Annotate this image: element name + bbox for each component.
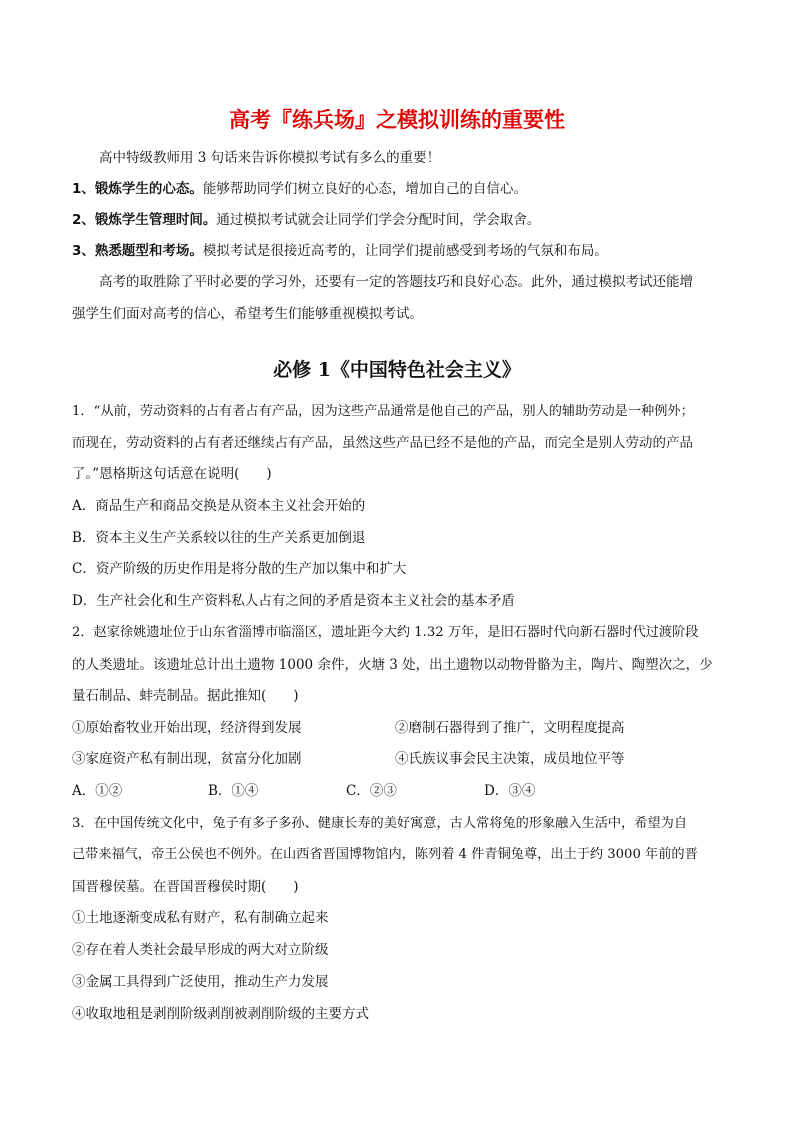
intro-point-1: [72, 177, 732, 197]
q3-stem-line-3: 国晋穆侯墓。在晋国晋穆侯时期( ): [72, 879, 299, 895]
q3-statement-1: ①土地逐渐变成私有财产，私有制确立起来: [72, 910, 329, 926]
q1-option-c: C．资产阶级的历史作用是将分散的生产加以集中和扩大: [72, 561, 407, 577]
q1-stem-line-3: 了。”恩格斯这句话意在说明( ): [72, 466, 272, 482]
intro-closing-line-2: 强学生们面对高考的信心，希望考生们能够重视模拟考试。: [72, 306, 423, 322]
intro-lead: 高中特级教师用 3 句话来告诉你模拟考试有多么的重要！: [99, 150, 441, 166]
page-title: 高考『练兵场』之模拟训练的重要性: [229, 108, 565, 132]
point-text: 能够帮助同学们树立良好的心态，增加自己的自信心。: [202, 181, 527, 197]
q2-statement-4: ④氏族议事会民主决策，成员地位平等: [395, 751, 625, 767]
section-title: 必修 1《中国特色社会主义》: [273, 359, 521, 381]
intro-point-3: [72, 239, 732, 259]
point-text: 模拟考试是很接近高考的，让同学们提前感受到考场的气氛和布局。: [202, 243, 608, 259]
q1-stem-line-2: 而现在，劳动资料的占有者还继续占有产品，虽然这些产品已经不是他的产品，而完全是别人劳动的产品: [72, 435, 693, 451]
q2-choice-a: A．①②: [72, 783, 123, 799]
q1-option-d: D．生产社会化和生产资料私人占有之间的矛盾是资本主义社会的基本矛盾: [72, 593, 515, 609]
q2-choice-d: D．③④: [484, 783, 536, 799]
q2-stem-line-1: 2．赵家徐姚遗址位于山东省淄博市临淄区，遗址距今大约 1.32 万年，是旧石器时代向新石器时代过渡阶段: [72, 625, 699, 640]
point-text: 通过模拟考试就会让同学们学会分配时间，学会取舍。: [216, 212, 541, 228]
q2-stem-line-2: 的人类遗址。该遗址总计出土遗物 1000 余件，火塘 3 处，出土遗物以动物骨骼为主，陶片、陶塑次之，少: [72, 657, 713, 673]
q3-statement-2: ②存在着人类社会最早形成的两大对立阶级: [72, 942, 329, 958]
point-label: 1、锻炼学生的心态。: [72, 181, 203, 197]
q2-choice-b: B．①④: [208, 783, 259, 799]
point-label: 3、熟悉题型和考场。: [72, 243, 203, 259]
q2-stem-line-3: 量石制品、蚌壳制品。据此推知( ): [72, 688, 299, 704]
q2-choice-c: C．②③: [346, 783, 397, 799]
q2-statement-3: ③家庭资产私有制出现，贫富分化加剧: [72, 751, 302, 767]
intro-closing-line-1: 高考的取胜除了平时必要的学习外，还要有一定的答题技巧和良好心态。此外，通过模拟考试还能增: [99, 274, 693, 290]
q1-option-a: A．商品生产和商品交换是从资本主义社会开始的: [72, 498, 366, 514]
q1-stem-line-1: 1．“从前，劳动资料的占有者占有产品，因为这些产品通常是他自己的产品，别人的辅助劳动是一种例外；: [72, 404, 694, 419]
q2-statement-2: ②磨制石器得到了推广，文明程度提高: [395, 720, 625, 736]
intro-point-2: [72, 208, 732, 228]
q3-statement-4: ④收取地租是剥削阶级剥削被剥削阶级的主要方式: [72, 1006, 369, 1022]
q1-option-b: B．资本主义生产关系较以往的生产关系更加倒退: [72, 530, 366, 546]
q3-stem-line-1: 3．在中国传统文化中，兔子有多子多孙、健康长寿的美好寓意，古人常将兔的形象融入生活中，希望为自: [72, 816, 688, 831]
q3-stem-line-2: 己带来福气，帝王公侯也不例外。在山西省晋国博物馆内，陈列着 4 件青铜兔尊，出土于约 3000 年前的晋: [72, 847, 698, 862]
point-label: 2、锻炼学生管理时间。: [72, 212, 217, 228]
q2-statement-1: ①原始畜牧业开始出现，经济得到发展: [72, 720, 302, 736]
q3-statement-3: ③金属工具得到广泛使用，推动生产力发展: [72, 974, 329, 990]
